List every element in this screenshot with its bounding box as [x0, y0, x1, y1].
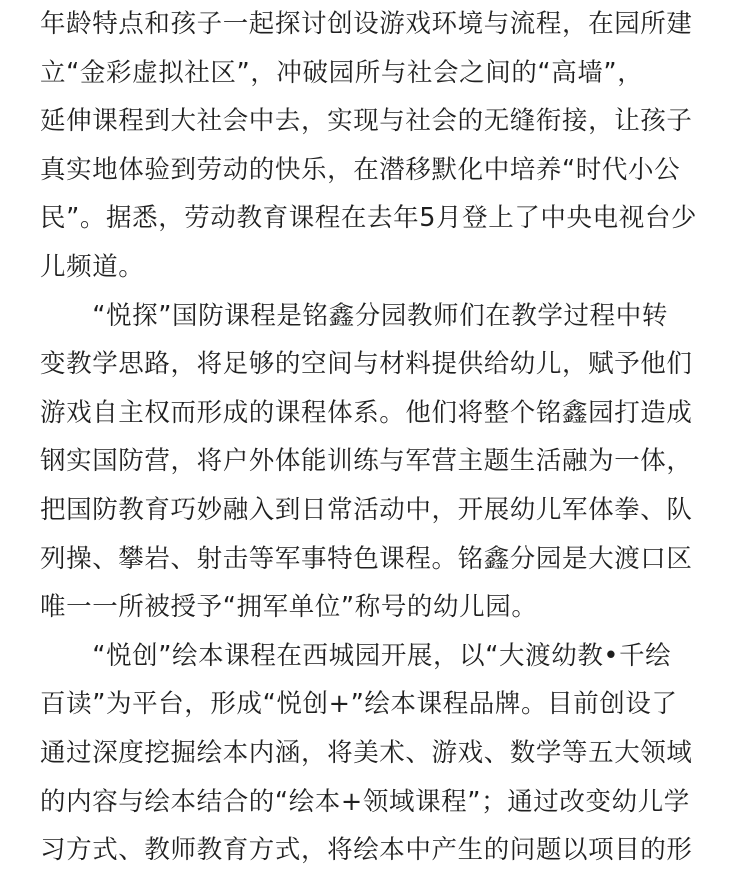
text-line: “悦创”绘本课程在西城园开展，以“大渡幼教•千绘	[40, 640, 672, 671]
paragraph-national-defense	[40, 292, 712, 632]
text-line: 百读”为平台，形成“悦创+”绘本课程品牌。目前创设了	[40, 689, 678, 720]
text-line: 把国防教育巧妙融入到日常活动中，开展幼儿军体拳、队	[40, 494, 693, 525]
text-line: 的内容与绘本结合的“绘本+领域课程”；通过改变幼儿学	[40, 786, 690, 817]
paragraph-labor-education	[40, 0, 712, 292]
text-line: 列操、攀岩、射击等军事特色课程。铭鑫分园是大渡口区	[40, 543, 693, 574]
text-line: 钢实国防营，将户外体能训练与军营主题生活融为一体，	[40, 446, 693, 477]
paragraph-picture-books	[40, 632, 712, 875]
text-line: 变教学思路，将足够的空间与材料提供给幼儿，赋予他们	[40, 349, 693, 380]
text-line: 年龄特点和孩子一起探讨创设游戏环境与流程，在园所建	[40, 9, 693, 39]
text-line: 儿频道。	[40, 251, 145, 282]
article-body	[40, 0, 712, 875]
text-line: “悦探”国防课程是铭鑫分园教师们在教学过程中转	[40, 300, 668, 331]
text-line: 游戏自主权而形成的课程体系。他们将整个铭鑫园打造成	[40, 397, 693, 428]
text-line: 通过深度挖掘绘本内涵，将美术、游戏、数学等五大领域	[40, 737, 693, 768]
text-line: 习方式、教师教育方式，将绘本中产生的问题以项目的形	[40, 835, 693, 866]
text-line: 延伸课程到大社会中去，实现与社会的无缝衔接，让孩子	[40, 106, 693, 137]
text-line: 立“金彩虚拟社区”，冲破园所与社会之间的“高墙”，	[40, 57, 644, 88]
text-line: 民”。据悉，劳动教育课程在去年5月登上了中央电视台少	[40, 203, 698, 234]
text-line: 唯一一所被授予“拥军单位”称号的幼儿园。	[40, 592, 538, 623]
text-line: 真实地体验到劳动的快乐，在潜移默化中培养“时代小公	[40, 154, 681, 185]
